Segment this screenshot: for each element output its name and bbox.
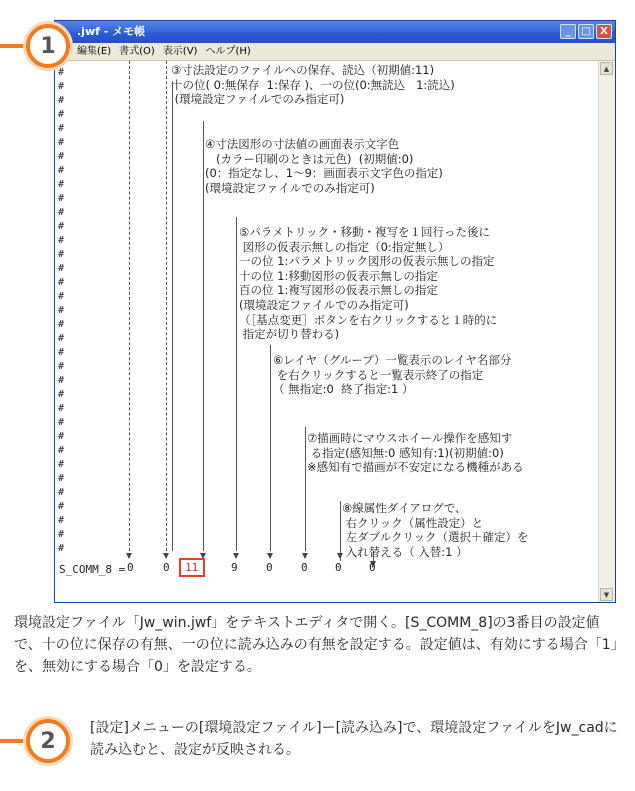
- menu-bar: [55, 43, 615, 61]
- menu-edit[interactable]: 編集(E): [77, 46, 112, 57]
- highlight-box: [179, 558, 205, 577]
- s-comm-8-label: S_COMM_8 =: [59, 563, 126, 576]
- menu-help[interactable]: ヘルプ(H): [205, 46, 251, 57]
- close-button[interactable]: X: [596, 24, 612, 39]
- note-7-mouse-wheel: ⑦描画時にマウスホイール操作を感知す る指定(感知無:0 感知有:1)(初期値:0) ※感知有で描画が不安定になる機種がある: [307, 431, 524, 475]
- vertical-scrollbar[interactable]: [598, 61, 615, 602]
- maximize-button[interactable]: □: [578, 24, 594, 39]
- caption-step2: [設定]メニューの[環境設定ファイル]ー[読み込み]で、環境設定ファイルをJw_cadに読み込むと、設定が反映される。: [90, 720, 618, 758]
- title-bar[interactable]: [55, 21, 615, 43]
- s-comm-8-value: 0: [163, 561, 170, 574]
- notepad-window: [54, 20, 616, 603]
- window-title: .jwf - メモ帳: [77, 25, 146, 38]
- scroll-down-arrow-icon[interactable]: ▼: [600, 588, 613, 601]
- caption-step1: 環境設定ファイル「Jw_win.jwf」をテキストエディタで開く。[S_COMM_8]の3番目の設定値で、十の位に保存の有無、一の位に読み込みの有無を設定する。設定値は、有効にする場合「1」を、無効にする場合「0」を設定する。: [14, 615, 625, 675]
- s-comm-8-value: 0: [369, 561, 376, 574]
- note-8-line-attribute-dialog: ⑧線属性ダイアログで、 右クリック（属性設定）と 左ダブルクリック（選択＋確定）を 入れ替える（ 入替:1 ）: [342, 501, 529, 559]
- minimize-button[interactable]: _: [560, 24, 576, 39]
- step1-badge: 1: [26, 24, 70, 68]
- s-comm-8-value: 9: [231, 561, 238, 574]
- s-comm-8-value: 0: [335, 561, 342, 574]
- scroll-up-arrow-icon[interactable]: ▲: [600, 62, 613, 75]
- text-editor-area[interactable]: # # # # # # # # # # # # # # # # # # # # # # # # # # # # # # # # # # # ③寸法設定のファイルへの保存、読込（初期値:11) 十の位( 0:無保存 1:保存 )、一の位(0:無読込 1:読込) (環境設定ファイルでのみ指定可) ④寸法図形の寸法値の画面表示文字色 (カラー印刷のときは元色) (初期値:0) (0：指定なし、1～9：画面表示文字色の指定) (環境設定ファイルでのみ指定可) ⑤パラメトリック・移動・複写を１回行った後に 図形の仮表示無しの指定（0:指定無し） 一の位 1:パラメトリック図形の仮表示無しの指定 十の位 1:移動図形の仮表示無しの指定 百の位 1:複写図形の仮表示無しの指定 (環境設定ファイルでのみ指定可) （［基点変更］ボタンを右クリックすると１時的に 指定が切り替わる) ⑥レイヤ（グループ）一覧表示のレイヤ名部分 を右クリックすると一覧表示終了の指定 （ 無指定:0 終了指定:1 ） ⑦描画時にマウスホイール操作を感知す る指定(感知無:0 感知有:1)(初期値:0) ※感知有で描画が不安定になる機種がある ⑧線属性ダイアログで、 右クリック（属性設定）と 左ダブルクリック（選択＋確定）を 入れ替える（ 入替:1 ）: [55, 61, 599, 602]
- s-comm-8-value-highlighted: 11: [185, 561, 199, 574]
- s-comm-8-value: 0: [266, 561, 273, 574]
- menu-view[interactable]: 表示(V): [162, 46, 198, 57]
- note-3-dimension-save-load: ③寸法設定のファイルへの保存、読込（初期値:11) 十の位( 0:無保存 1:保存 )、一の位(0:無読込 1:読込) (環境設定ファイルでのみ指定可): [171, 63, 455, 107]
- menu-format[interactable]: 書式(O): [119, 46, 155, 57]
- note-5-parametric-preview: ⑤パラメトリック・移動・複写を１回行った後に 図形の仮表示無しの指定（0:指定無し） 一の位 1:パラメトリック図形の仮表示無しの指定 十の位 1:移動図形の仮表示無しの指定 百の位 1:複写図形の仮表示無しの指定 (環境設定ファイルでのみ指定可) （［基点変更］ボタンを右クリックすると１時的に 指定が切り替わる): [239, 225, 498, 342]
- note-4-dimension-text-color: ④寸法図形の寸法値の画面表示文字色 (カラー印刷のときは元色) (初期値:0) (0：指定なし、1～9：画面表示文字色の指定) (環境設定ファイルでのみ指定可): [205, 137, 443, 195]
- note-6-layer-list: ⑥レイヤ（グループ）一覧表示のレイヤ名部分 を右クリックすると一覧表示終了の指定 （ 無指定:0 終了指定:1 ）: [273, 353, 512, 397]
- s-comm-8-value: 0: [301, 561, 308, 574]
- step2-badge: 2: [26, 719, 70, 763]
- s-comm-8-value: 0: [127, 561, 134, 574]
